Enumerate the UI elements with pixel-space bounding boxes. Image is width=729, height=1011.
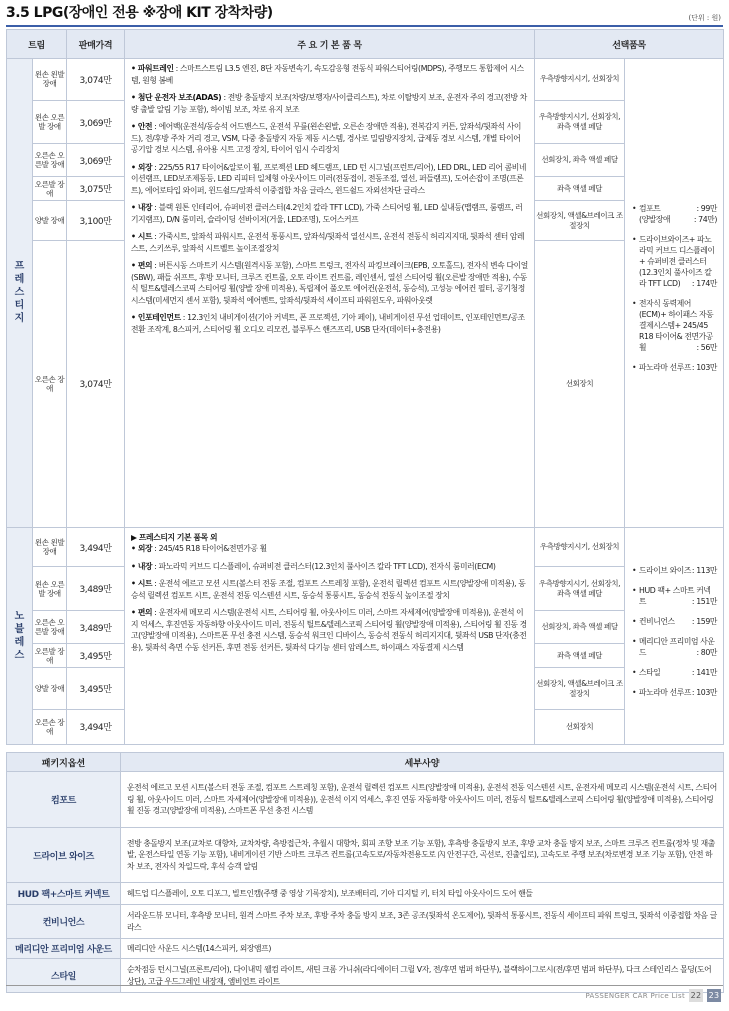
option-cell: 선회장치, 액셀&브레이크 조절장치 bbox=[535, 201, 625, 240]
trim-prestige bbox=[7, 59, 33, 528]
page-number-right: 23 bbox=[708, 991, 720, 1000]
noblesse-select-options bbox=[625, 527, 724, 744]
sub-trim: 왼손 왼발 장애 bbox=[33, 527, 67, 566]
select-item: • 드라이브와이즈+ 파노라믹 커브드 디스플레이+ 슈퍼비전 클러스터 (12.3인치 풀사이즈 칼라 TFT LCD) : 174만 bbox=[633, 234, 717, 289]
option-cell: 우측방향지시기, 선회장치 bbox=[535, 527, 625, 566]
package-name: 컴포트 bbox=[7, 772, 121, 828]
table-header-row bbox=[7, 30, 724, 59]
price-cell: 3,075만 bbox=[67, 177, 125, 201]
trim-name: 프 레 스 티 지 bbox=[14, 261, 25, 325]
prestige-select-options bbox=[625, 59, 724, 528]
sub-trim: 오른손 장애 bbox=[33, 240, 67, 527]
unit-label: (단위 : 원) bbox=[688, 14, 721, 22]
select-item: • 파노라마 선루프 : 103만 bbox=[633, 362, 717, 373]
table-row bbox=[7, 59, 724, 101]
feature-item: • 파워트레인 : 스마트스트림 L3.5 엔진, 8단 자동변속기, 속도감응형 전동식 파워스티어링(MDPS), 주행모드 통합제어 시스템, 원형 봄베 bbox=[131, 64, 524, 85]
package-desc: 서라운드뷰 모니터, 후측방 모니터, 원격 스마트 주차 보조, 후방 주차 충돌 방지 보조, 3존 공조(뒷좌석 온도제어), 뒷좌석 통풍시트, 전동식 세이프티 파워 트렁크, 뒷좌석 이중접합 차음 글라스 bbox=[121, 905, 724, 939]
sub-trim: 왼손 오른발 장애 bbox=[33, 100, 67, 144]
feature-item: • 인포테인먼트 : 12.3인치 내비게이션(기아 커넥트, 폰 프로젝션, 기아 페이), 내비게이션 무선 업데이트, 인포테인먼트/공조 전환 조작계, 8스피커, 스티어링 휠 오디오 리모컨, 블루투스 핸즈프리, USB 단자(데이터+충전용) bbox=[131, 313, 525, 334]
package-name: 메리디안 프리미엄 사운드 bbox=[7, 939, 121, 959]
option-cell: 선회장치 bbox=[535, 709, 625, 744]
price-cell: 3,100만 bbox=[67, 201, 125, 240]
select-item: • 드라이브 와이즈 : 113만 bbox=[633, 565, 717, 576]
page-title: 3.5 LPG(장애인 전용 ※장애 KIT 장착차량) bbox=[6, 5, 273, 21]
package-row bbox=[7, 939, 724, 959]
package-name: 드라이브 와이즈 bbox=[7, 828, 121, 883]
option-cell: 선회장치, 좌측 액셀 페달 bbox=[535, 611, 625, 644]
feature-item: • 외장 : 245/45 R18 타이어&전면가공 휠 bbox=[131, 544, 267, 554]
header-price: 판매가격 bbox=[67, 30, 125, 59]
sub-trim: 오른손 오른발 장애 bbox=[33, 611, 67, 644]
feature-item: • 첨단 운전자 보조(ADAS) : 전방 충돌방지 보조(차량/보행자/사이클리스트), 차로 이탈방지 보조, 운전자 주의 경고(전방 차량 출발 알림 기능 포함), 하이빔 보조, 차로 유지 보조 bbox=[131, 93, 527, 114]
select-item: • 컴포트 : 99만 (양발장애 : 74만) bbox=[633, 203, 717, 225]
price-cell: 3,069만 bbox=[67, 144, 125, 177]
feature-item: • 외장 : 225/55 R17 타이어&알로이 휠, 프로젝션 LED 헤드램프, LED 턴 시그널(프런트/리어), LED DRL, LED 리어 콤비네이션램프, LED보조제동등, LED 리피터 일체형 아웃사이드 미러(전동접이, 전동조절, 열선, 퍼들램프), 도어손잡이 조명(프론트), 에어로타입 와이퍼, 윈드쉴드/앞좌석 이중접합 차음 글라스, 윈드쉴드 자외선차단 글라스 bbox=[131, 162, 527, 195]
select-item: • 컨비니언스 : 159만 bbox=[633, 616, 717, 627]
sub-trim: 양발 장애 bbox=[33, 201, 67, 240]
package-row bbox=[7, 959, 724, 993]
header-features: 주 요 기 본 품 목 bbox=[125, 30, 535, 59]
package-row bbox=[7, 772, 724, 828]
select-item: • HUD 팩+ 스마트 커넥트 : 151만 bbox=[633, 585, 717, 607]
package-table bbox=[6, 752, 724, 993]
header-trim: 트림 bbox=[7, 30, 67, 59]
footer-divider bbox=[6, 985, 723, 986]
option-cell: 우측방향지시기, 선회장치, 좌측 액셀 페달 bbox=[535, 100, 625, 144]
prestige-features bbox=[125, 59, 535, 528]
select-item: • 파노라마 선루프 : 103만 bbox=[633, 687, 717, 698]
package-row bbox=[7, 905, 724, 939]
package-desc: 헤드업 디스플레이, 오토 디포그, 빌트인캠(주행 중 영상 기록장치), 보조배터리, 기아 디지털 키, 터치 타입 아웃사이드 도어 핸들 bbox=[121, 883, 724, 905]
feature-item: • 편의 : 버튼시동 스마트키 시스템(원격시동 포함), 스마트 트렁크, 전자식 파킹브레이크(EPB, 오토홀드), 전자식 변속 다이얼(SBW), 패들 쉬프트, 후방 모니터, 크루즈 컨트롤, 오토 라이트 컨트롤, 레인센서, 열선 스티어링 휠(오른발 장애만 적용), 수동식 틸트&텔레스코픽 스티어링 휠(양발 장애 미적용), 독립제어 풀오토 에어컨(운전석, 동승석), 고성능 에어컨 필터, 공기청정시스템(미세먼지 센서 포함), 뒷좌석 에어벤트, 앞좌석/뒷좌석 세이프티 파워윈도우, 파워아웃렛 bbox=[131, 261, 528, 305]
price-cell: 3,489만 bbox=[67, 567, 125, 611]
package-name: 컨비니언스 bbox=[7, 905, 121, 939]
title-divider bbox=[6, 25, 723, 27]
package-row bbox=[7, 828, 724, 883]
header-package: 패키지옵션 bbox=[7, 753, 121, 772]
package-desc: 전방 충돌방지 보조(교차로 대향차, 교차차량, 측방접근차, 추월시 대향차, 회피 조향 보조 기능 포함), 후측방 충돌방지 보조, 후방 교차 충돌 방지 보조, 스마트 크루즈 컨트롤(정차 및 재출발, 운전스타일 연동 기능 포함), 내비게이션 기반 스마트 크루즈 컨트롤(고속도로/자동차전용도로 內 안전구간, 곡선로, 진출입로), 고속도로 주행 보조(차로변경 보조 기능 포함), 안전 하차 보조, 전자식 차일드락, 후석 승객 알림 bbox=[121, 828, 724, 883]
option-cell: 선회장치, 액셀&브레이크 조절장치 bbox=[535, 668, 625, 710]
sub-trim: 양발 장애 bbox=[33, 668, 67, 710]
price-cell: 3,489만 bbox=[67, 611, 125, 644]
price-cell: 3,074만 bbox=[67, 59, 125, 101]
footer bbox=[585, 989, 721, 1002]
option-cell: 선회장치, 좌측 액셀 페달 bbox=[535, 144, 625, 177]
package-name: HUD 팩+스마트 커넥트 bbox=[7, 883, 121, 905]
feature-item: • 시트 : 운전석 에르고 모션 시트(볼스터 전동 조절, 컴포트 스트레칭 포함), 운전석 릴렉션 컴포트 시트(양발장애 미적용), 동승석 릴렉션 컴포트 시트, 운전석 전동 익스텐션 시트, 동승석 통풍시트, 동승석 전동식 높이조절 장치 bbox=[131, 579, 526, 600]
noblesse-features bbox=[125, 527, 535, 744]
feature-item: • 내장 : 파노라믹 커브드 디스플레이, 슈퍼비전 클러스터(12.3인치 풀사이즈 칼라 TFT LCD), 전자식 룸미러(ECM) bbox=[131, 561, 496, 571]
price-cell: 3,494만 bbox=[67, 527, 125, 566]
select-item: • 스타일 : 141만 bbox=[633, 667, 717, 678]
package-row bbox=[7, 883, 724, 905]
package-name: 스타일 bbox=[7, 959, 121, 993]
price-cell: 3,495만 bbox=[67, 668, 125, 710]
option-cell: 좌측 액셀 페달 bbox=[535, 177, 625, 201]
price-cell: 3,069만 bbox=[67, 100, 125, 144]
sub-trim: 오른발 장애 bbox=[33, 177, 67, 201]
price-cell: 3,495만 bbox=[67, 644, 125, 668]
option-cell: 우측방향지시기, 선회장치, 좌측 액셀 페달 bbox=[535, 567, 625, 611]
price-table bbox=[6, 29, 724, 745]
option-cell: 좌측 액셀 페달 bbox=[535, 644, 625, 668]
select-item: • 전자식 동력제어(ECM)+ 하이패스 자동결제시스템+ 245/45 R18 타이어& 전면가공 휠 : 56만 bbox=[633, 298, 717, 353]
feature-intro: ▶ 프레스티지 기본 품목 외 bbox=[131, 532, 218, 542]
package-desc: 메리디안 사운드 시스템(14스피커, 외장앰프) bbox=[121, 939, 724, 959]
feature-item: • 편의 : 운전자세 메모리 시스템(운전석 시트, 스티어링 휠, 아웃사이드 미러, 스마트 자세제어(양발장애 미적용)), 운전석 이지 억세스, 후진연동 자동하향 아웃사이드 미러, 전동식 틸트&텔레스코픽 스티어링 휠(양발장애 미적용), 스티어링 휠 진동 경고(양발장애 미적용), 스마트폰 무선 충전 시스템, 동승석 워크인 디바이스, 동승석 전동식 허리지지대, 뒷좌석 USB 단자(충전용), 뒷좌석 측면 수동 선커튼, 후면 전동 선커튼, 뒷좌석 다기능 센터 암레스트, 하이패스 자동결제 시스템 bbox=[131, 608, 527, 652]
trim-noblesse bbox=[7, 527, 33, 744]
feature-item: • 시트 : 가죽시트, 앞좌석 파워시트, 운전석 통풍시트, 앞좌석/뒷좌석 열선시트, 운전석 전동식 허리지지대, 뒷좌석 센터 암레스트, 스키쓰루, 앞좌석 시트벨트 높이조절장치 bbox=[131, 232, 525, 253]
option-cell: 선회장치 bbox=[535, 240, 625, 527]
package-desc: 순차점등 턴시그널(프론트/리어), 다이내믹 웰컴 라이트, 새틴 크롬 가니쉬(라디에이터 그릴 V자, 전/후면 범퍼 하단부), 블랙하이그로시(전/후면 범퍼 하단부), 다크 스테인리스 몰딩(도어 상단), 고급 우드그레인 내장재, 앰비언트 라이트 bbox=[121, 959, 724, 993]
sub-trim: 오른발 장애 bbox=[33, 644, 67, 668]
price-cell: 3,074만 bbox=[67, 240, 125, 527]
footer-label: PASSENGER CAR Price List bbox=[585, 991, 685, 1000]
page-number-left: 22 bbox=[690, 991, 702, 1000]
feature-item: • 안전 : 에어백(운전석/동승석 어드밴스드, 운전석 무릎(왼손왼발, 오른손 장애만 적용), 전복감지 커튼, 앞좌석/뒷좌석 사이드), 전/후방 주차 거리 경고, VSM, 다중 충돌방지 자동 제동 시스템, 경사로 밀림방지장치, 급제동 경보 시스템, 개별 타이어 공기압 경보 시스템, 유아용 시트 고정 장치, 타이어 임시 수리장치 bbox=[131, 122, 521, 154]
sub-trim: 오른손 오른발 장애 bbox=[33, 144, 67, 177]
select-item: • 메리디안 프리미엄 사운드 : 80만 bbox=[633, 636, 717, 658]
trim-name: 노 블 레 스 bbox=[14, 610, 25, 661]
header-spec: 세부사양 bbox=[121, 753, 724, 772]
package-header-row bbox=[7, 753, 724, 772]
feature-item: • 내장 : 블랙 원톤 인테리어, 슈퍼비전 클러스터(4.2인치 칼라 TFT LCD), 가죽 스티어링 휠, LED 실내등(맵램프, 룸램프, 러기지램프), D/N 룸미러, 슬라이딩 선바이저(거울, LED조명), 도어스커프 bbox=[131, 203, 523, 224]
option-cell: 우측방향지시기, 선회장치 bbox=[535, 59, 625, 101]
sub-trim: 왼손 오른발 장애 bbox=[33, 567, 67, 611]
price-cell: 3,494만 bbox=[67, 709, 125, 744]
sub-trim: 왼손 왼발 장애 bbox=[33, 59, 67, 101]
package-desc: 운전석 에르고 모션 시트(볼스터 전동 조절, 컴포트 스트레칭 포함), 운전석 릴렉션 컴포트 시트(양발장애 미적용), 운전석 전동 익스텐션 시트, 운전자세 메모리 시스템(운전석 시트, 스티어링 휠, 아웃사이드 미러, 스마트 자세제어(양발장애 미적용)), 운전석 이지 억세스, 후진 연동 자동하향 아웃사이드 미러, 전동식 틸트&텔레스코픽 스티어링 휠(양발장애 미적용), 스티어링 휠 진동 경고(양발장애 미적용), 스마트폰 무선 충전 시스템 bbox=[121, 772, 724, 828]
header-options: 선택품목 bbox=[535, 30, 724, 59]
table-row bbox=[7, 527, 724, 566]
sub-trim: 오른손 장애 bbox=[33, 709, 67, 744]
